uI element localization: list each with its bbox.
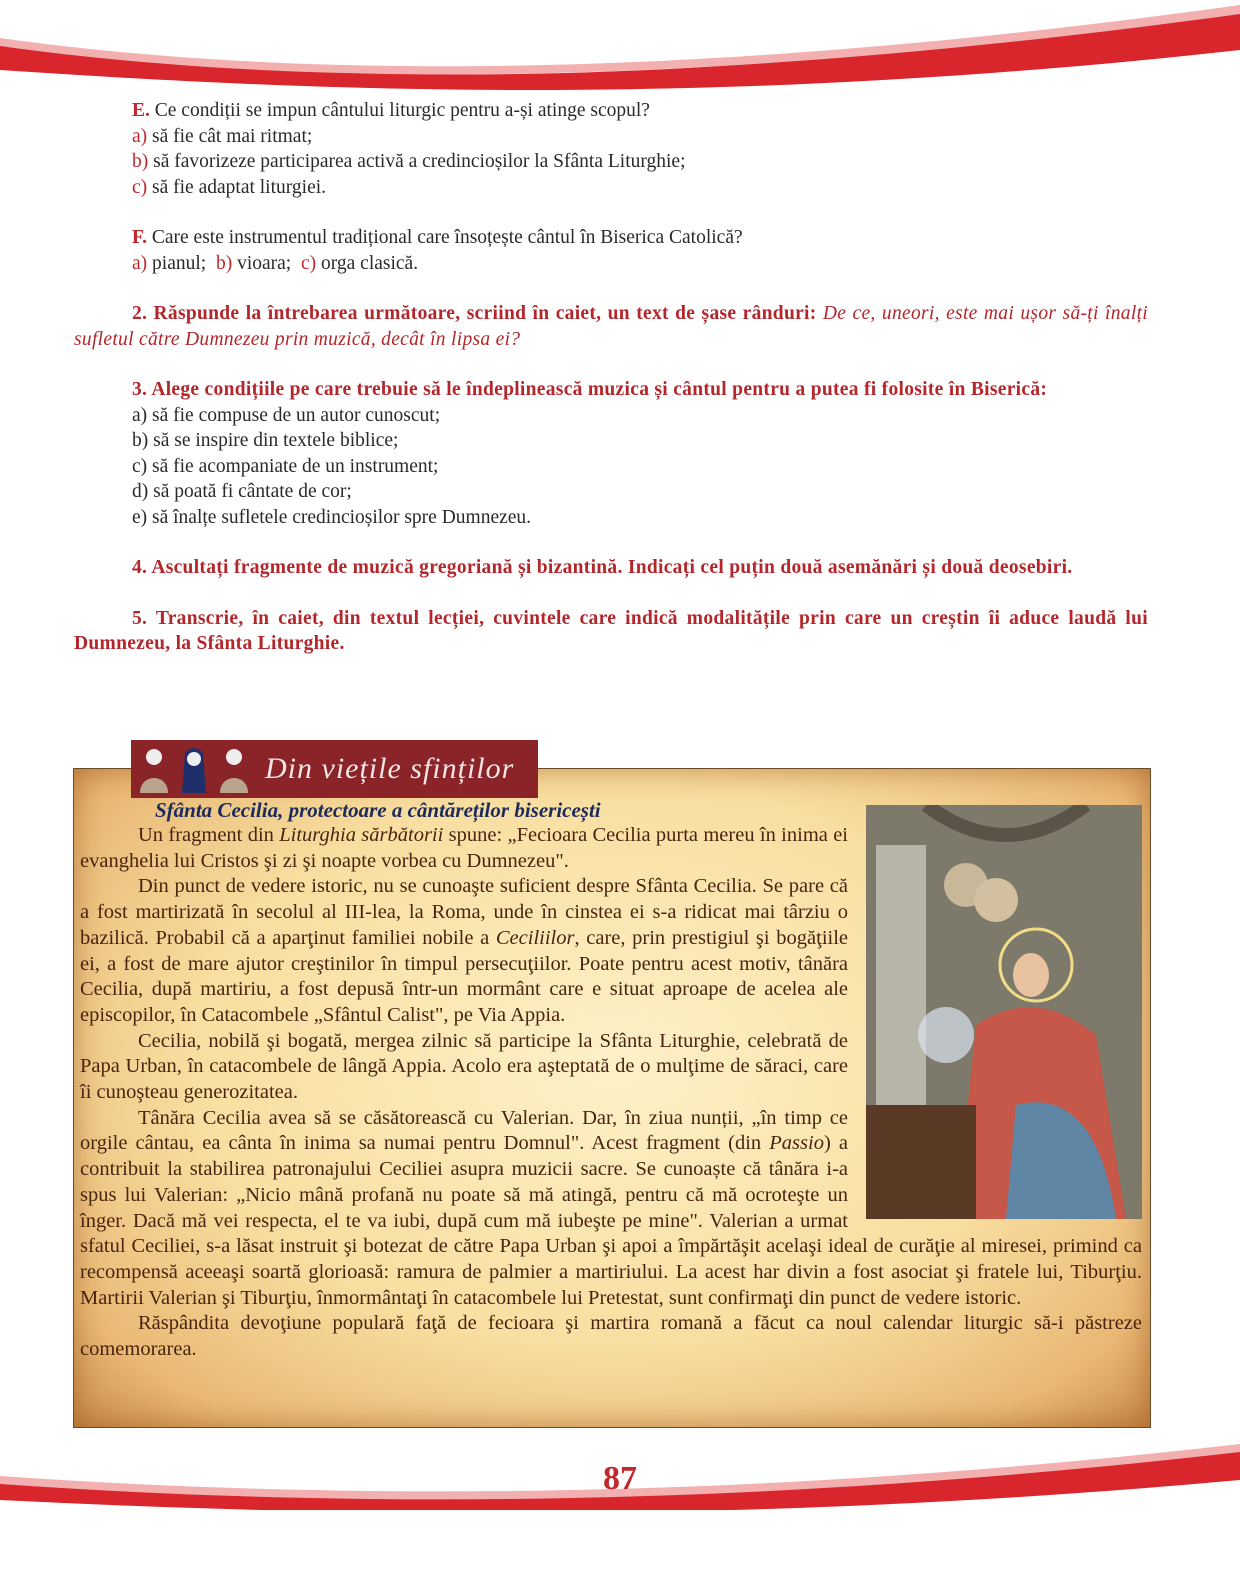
option: b) să se inspire din textele biblice; [132,430,399,451]
top-wave-decoration [0,0,1240,90]
question-text: Care este instrumentul tradițional care însoțește cântul în Biserica Catolică? [147,227,743,248]
box-title: Sfânta Cecilia, protectoare a cântăreților bisericești [155,798,601,822]
task-text: 2. Răspunde la întrebarea următoare, scriind în caiet, un text de șase rânduri: [132,303,823,324]
option-key: a) [132,252,148,274]
option-key: b) [215,252,233,274]
option-text: pianul; [147,252,216,274]
option: c) să fie acompaniate de un instrument; [132,455,439,477]
question-text: Ce condiții se impun cântului liturgic pentru a-și atinge scopul? [149,100,650,121]
box-text [80,823,1142,1363]
paragraph: Răspândita devoţiune populară faţă de fecioara şi martira romană a făcut ca noul calendar liturgic să-i păstreze comemorarea. [80,1312,1142,1361]
text: Tânăra Cecilia avea să se căsătorească cu Valerian. Dar, în ziua nunții, „în timp ce orgile cântau, ea cânta în inima sa numai pentru Domnul". Acest fragment (din [80,1106,848,1155]
nun-figure-icon [177,745,211,793]
banner-title: Din viețile sfinților [265,752,515,785]
paragraph: Cecilia, nobilă şi bogată, mergea zilnic să participe la Sfânta Liturghie, celebrată de Papa Urban, în catacombele de lângă Appia. Acolo era aşteptată de o mulţime de săraci, care îi cunoşteau generozitatea. [80,1029,848,1104]
option: a) să fie compuse de un autor cunoscut; [132,404,441,426]
task-2 [74,301,1148,352]
options-inline [132,251,1148,277]
option [132,149,1148,175]
option-key: b) [132,151,149,172]
text: , care, prin prestigiul şi bogăţiile ei, a fost de mare ajutor creştinilor în timpul persecuţiilor. Poate pentru acest motiv, tânăra Cecilia, după martiriu, a fost depusă într-un mormânt care e situat aproape de acelea ale episcopilor, în Catacombele „Sfântul Calist", pe Via Appia. [80,926,848,1026]
option-key: c) [132,176,148,198]
saint-figure-icon [217,745,251,793]
task-text: 3. Alege condițiile pe care trebuie să le îndeplinească muzica și cântul pentru a putea fi folosite în Biserică: [132,379,1048,400]
option-text: să fie cât mai ritmat; [147,125,313,147]
option [132,124,1148,150]
question-f [74,225,1148,276]
task-4: 4. Ascultați fragmente de muzică gregoriană și bizantină. Indicați cel puțin două asemănări și două deosebiri. [132,557,1073,578]
option-text: să fie adaptat liturgiei. [147,176,327,198]
question-e [74,98,1148,200]
text: Liturghia sărbătorii [279,824,444,846]
option: d) să poată fi cântate de cor; [132,481,352,502]
question-letter: E. [132,100,150,121]
text: Ceciliilor [495,926,575,949]
saint-cecilia-painting [866,805,1142,1219]
question-letter: F. [132,227,147,248]
text: spune: „Fecioara Cecilia purta mereu în inima ei evanghelia lui Cristos şi zi şi noapte vorbea cu Dumnezeu". [80,824,848,872]
task-5: 5. Transcrie, în caiet, din textul lecției, cuvintele care indică modalitățile prin care un creștin îi aduce laudă lui Dumnezeu, la Sfânta Liturghie. [74,607,1148,654]
option: e) să înalțe sufletele credincioșilor spre Dumnezeu. [132,506,532,528]
option-key: c) [300,252,317,274]
saint-figure-icon [137,745,171,793]
page-number: 87 [603,1460,637,1497]
option [132,175,1148,201]
text: ) a contribuit la stabilirea patronajului Ceciliei asupra muzicii sacre. Se cunoaște că tânăra i-a spus lui Valerian: „Nicio mână profană nu poate să mă atingă, pentru că mă ocroteşte un înger. Dacă mă vei respecta, el te va iubi, după cum mă iubeşte pe mine". Valerian a urmat sfatul Ceciliei, s-a lăsat instruit şi botezat de către Papa Urban şi apoi a împărtăşit acelaşi ideal de curăţie al miresei, primind ca recompensă aceeaşi soartă glorioasă: ramura de palmier a martiriului. La acest har divin a fost asociat şi fratele lui, Tiburţiu. Martirii Valerian şi Tiburţiu, înmormântaţi în catacombele lui Pretestat, sunt confirmaţi din punct de vedere istoric. [80,1132,1142,1309]
option-text: vioara; [232,252,301,274]
exercise-content [74,98,1148,682]
option-text: orga clasică. [316,252,419,274]
task-3 [74,377,1148,530]
option-key: a) [132,125,148,147]
option-text: să favorizeze participarea activă a credincioșilor la Sfânta Liturghie; [148,151,686,172]
task-question: De ce, uneori, este mai ușor să-ți înalți sufletul către Dumnezeu prin muzică, decât în lipsa ei? [74,303,1149,350]
text: Din punct de vedere istoric, nu se cunoaşte suficient despre Sfânta Cecilia. Se pare că a fost martirizată în secolul al III-lea, la Roma, unde în cinstea ei s-a ridicat mai târziu o bazilică. Probabil că a aparţinut familiei nobile a [80,875,848,949]
section-banner [131,740,538,798]
text: Un fragment din [138,824,280,846]
text: Passio [769,1132,824,1155]
